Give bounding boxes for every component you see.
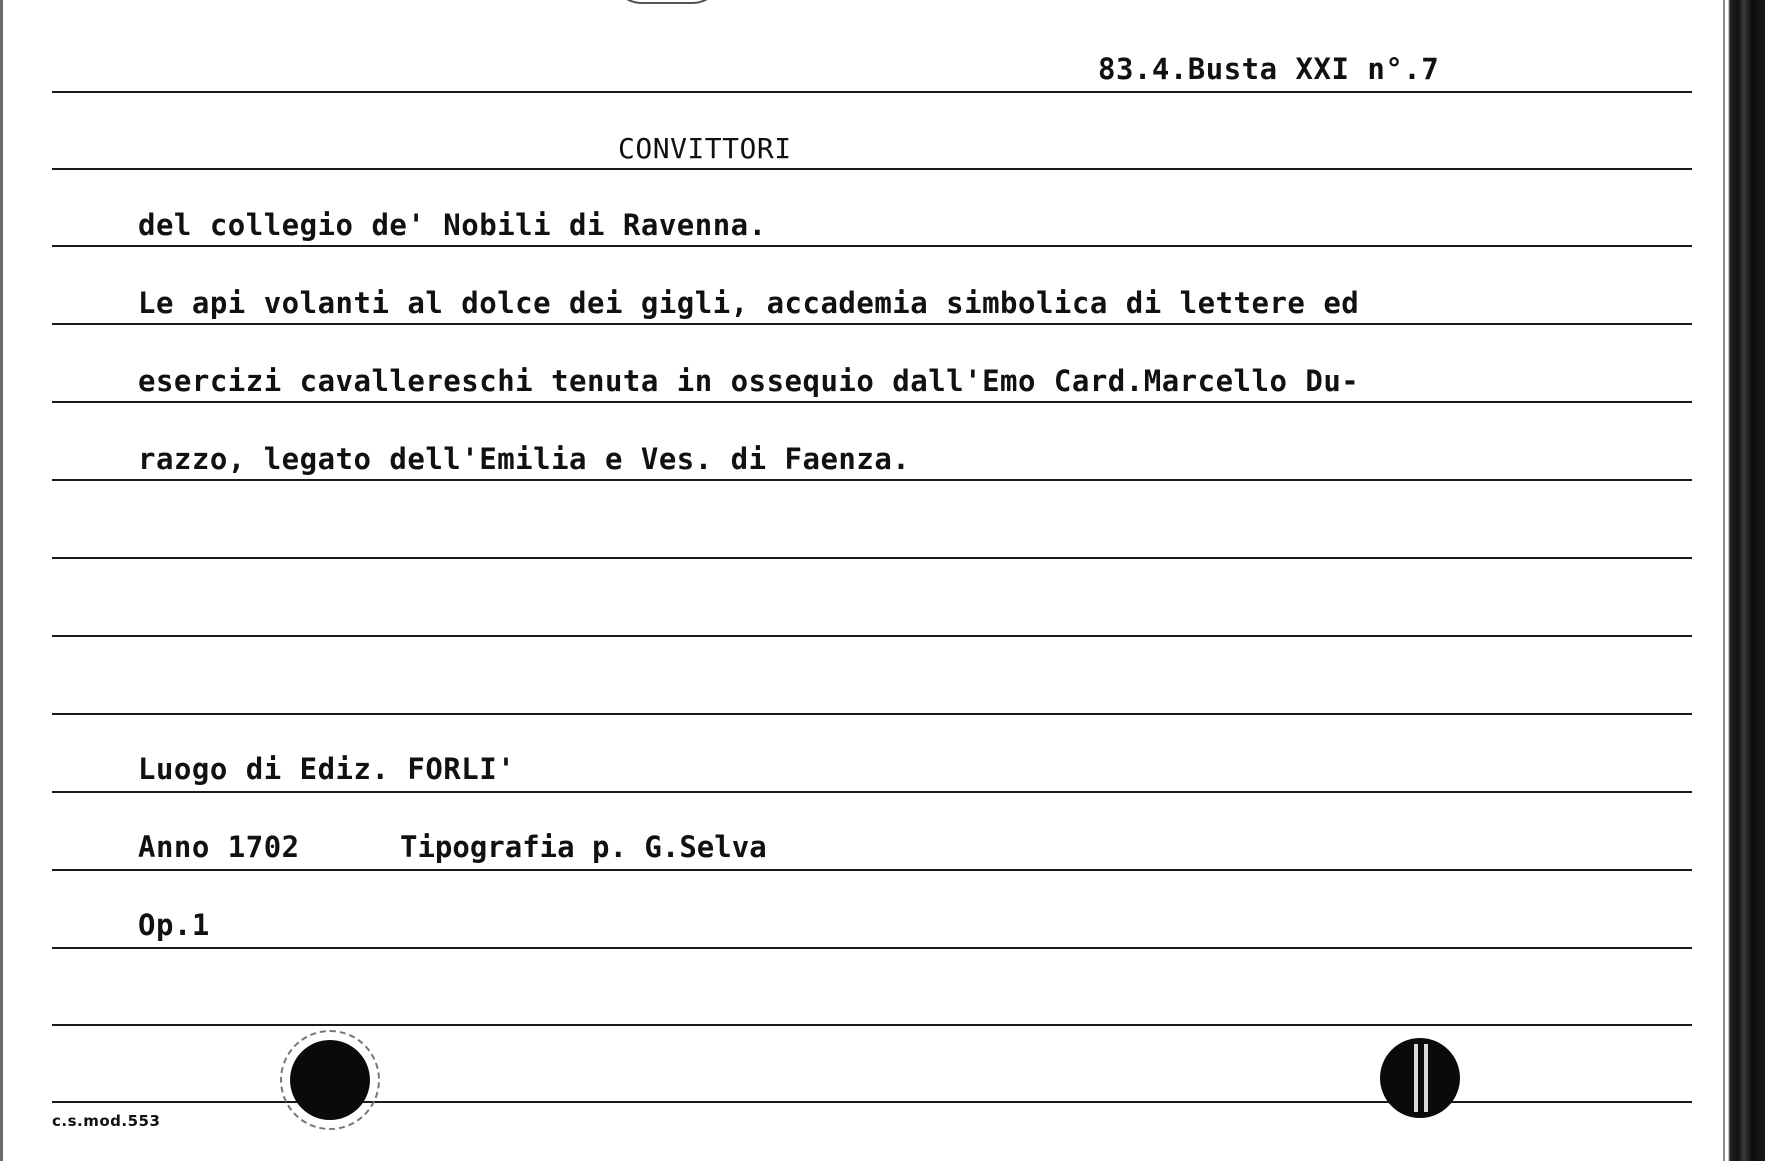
ruled-line	[52, 323, 1692, 325]
opus: Op.1	[138, 908, 210, 942]
form-code: c.s.mod.553	[52, 1112, 161, 1130]
heading: CONVITTORI	[618, 132, 792, 165]
card-right-edge-shadow	[1718, 0, 1765, 1161]
title-line-2: esercizi cavallereschi tenuta in ossequio dall'Emo Card.Marcello Du-	[138, 364, 1360, 398]
card-right-border	[1723, 0, 1725, 1161]
place-of-edition: Luogo di Ediz. FORLI'	[138, 752, 516, 786]
punch-hole-ring	[280, 1030, 380, 1130]
ruled-line	[52, 635, 1692, 637]
punch-hole-stripe	[1424, 1044, 1428, 1112]
ruled-line	[52, 557, 1692, 559]
printer: Tipografia p. G.Selva	[400, 830, 767, 864]
catalog-number: 83.4.Busta XXI n°.7	[1098, 52, 1440, 86]
subject-line: del collegio de' Nobili di Ravenna.	[138, 208, 767, 242]
ruled-line	[52, 168, 1692, 170]
ruled-line	[52, 91, 1692, 93]
ruled-line	[52, 245, 1692, 247]
ruled-line	[52, 791, 1692, 793]
year: Anno 1702	[138, 830, 300, 864]
ruled-line	[52, 1024, 1692, 1026]
title-line-1: Le api volanti al dolce dei gigli, accademia simbolica di lettere ed	[138, 286, 1360, 320]
title-line-3: razzo, legato dell'Emilia e Ves. di Faenza.	[138, 442, 911, 476]
ruled-line	[52, 713, 1692, 715]
ruled-line	[52, 869, 1692, 871]
top-notch	[610, 0, 724, 4]
card-left-edge	[0, 0, 3, 1161]
ruled-line	[52, 479, 1692, 481]
punch-hole-right	[1380, 1038, 1460, 1118]
ruled-line	[52, 947, 1692, 949]
punch-hole-left	[290, 1040, 370, 1120]
ruled-line	[52, 401, 1692, 403]
punch-hole-stripe	[1414, 1044, 1418, 1112]
